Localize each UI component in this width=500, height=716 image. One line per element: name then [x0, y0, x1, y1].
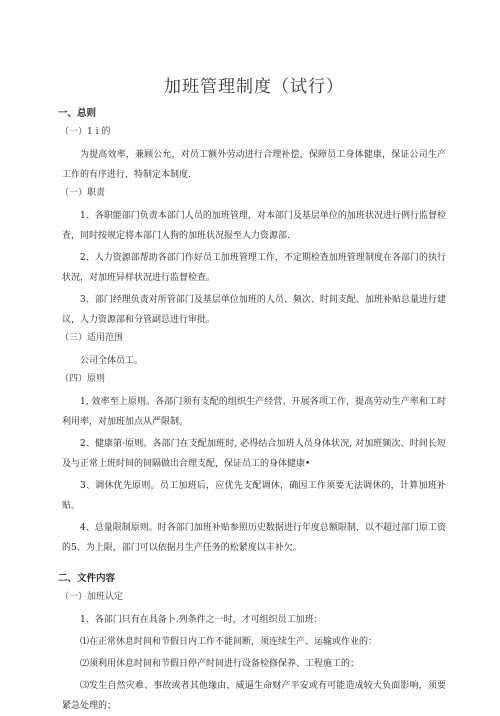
- subsection-heading: （四）原则: [60, 374, 106, 384]
- paragraph: 公司全体员工。: [80, 356, 144, 366]
- subsection-heading: （一）加班认定: [60, 592, 124, 602]
- paragraph: 4、总量限制原则。时各部门加班补贴参照历史数据进行年度总额限制，以不超过部门原工资的5、为上限，部门可以依据月生产任务的松紧度以丰补欠。: [62, 523, 446, 553]
- section-divider: [62, 560, 446, 572]
- paragraph: 为提高效率，兼顾公允，对员工额外劳动进行合理补偿，保障员工身体健康，保证公司生产工作的有序进行，特制定本制度.: [62, 150, 446, 180]
- document-title: 加班管理制度（试行）: [164, 77, 344, 97]
- paragraph: 2、健康第·原则。各部门在支配加班时, 必得结合加班人员身体状况, 对加班频次、时间长短及与正常上班时间的间隔做出合理支配，保证员工的身体健康•: [62, 439, 446, 469]
- paragraph: ⑴在正常休息时间和节假日内工作不能间断，须连续生产、运输或作业的：: [80, 637, 378, 647]
- paragraph: 2、人力资源部帮助各部门作好员工加班管理工作，不定期检查加班管理制度在各部门的执行状况，对加班异样状况进行监督检查。: [62, 253, 446, 283]
- paragraph: 3、部门经理负责对所管部门及基层单位加班的人员、频次、时间支配、加班补贴总量进行建议，人力资源部和分管副总进行审批。: [62, 295, 446, 325]
- paragraph: 1、各职能部门负责本部门人员的加班管理，对本部门及基层单位的加班状况进行例行监督检查，同时按规定将本部门人狗的加班状况报至人力资源部.: [62, 211, 446, 241]
- subsection-heading: （三）适用范围: [60, 333, 124, 343]
- section-content: [58, 572, 446, 716]
- section-general: [58, 107, 446, 558]
- paragraph: 3、调休优先原则。员工加班后，应优先支配调休，确因工作须要无法调休的，计算加班补贴。: [62, 481, 446, 511]
- paragraph: ⑵须利用休息时间和节假日停产时间进行设备检修保养、工程施工的；: [80, 659, 360, 669]
- paragraph: ⑶发生自然灾难、事故或者其他缘由，威逼生命财产平安或有可能造成较大负面影响，须要紧急处理的；: [62, 681, 446, 711]
- section-heading: 一、总则: [58, 108, 97, 119]
- paragraph: 1, 效率至上原则。各部门须有支配的组织生产经营、开展各项工作，提高劳动生产率和工时利用率，对加班加点从严限制。: [62, 397, 446, 427]
- section-heading: 二、文件内容: [58, 573, 116, 584]
- paragraph: 1、各部门只有在具备卜.列条件之一时，才可组织员工加班：: [80, 615, 323, 625]
- subsection-heading: （一）职责: [60, 188, 106, 198]
- subsection-heading: （一）1 i 的: [60, 127, 111, 137]
